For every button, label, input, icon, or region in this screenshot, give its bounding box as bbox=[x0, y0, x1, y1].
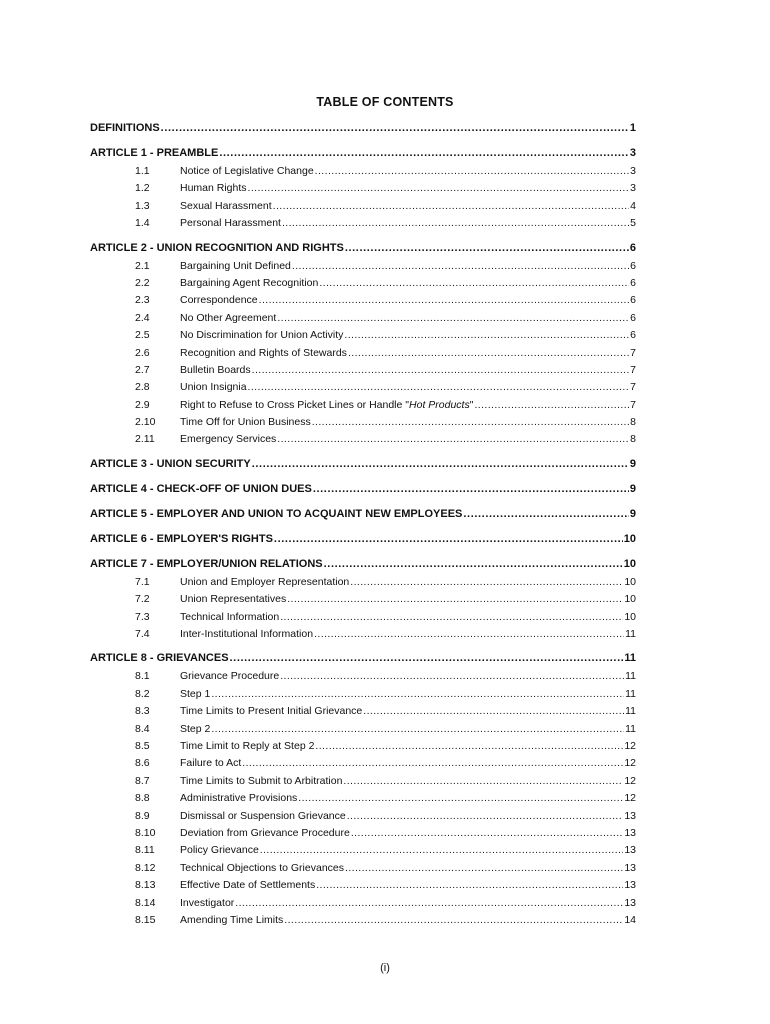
toc-section-entry bbox=[90, 576, 636, 593]
toc-page-number: 3 bbox=[630, 182, 636, 195]
toc-page-number: 6 bbox=[630, 276, 636, 289]
toc-page-number: 10 bbox=[623, 532, 636, 545]
dot-leader bbox=[324, 558, 623, 570]
dot-leader bbox=[277, 312, 629, 324]
toc-entry-label bbox=[180, 757, 241, 769]
toc-entry-label-text: ARTICLE 3 - UNION SECURITY bbox=[90, 457, 251, 470]
dot-leader bbox=[315, 165, 629, 177]
dot-leader bbox=[282, 217, 629, 229]
toc-page-number: 12 bbox=[624, 774, 636, 787]
toc-page-number: 7 bbox=[630, 398, 636, 411]
toc-section-entry bbox=[90, 879, 636, 896]
toc-entry-label-text: Step 2 bbox=[180, 722, 211, 735]
toc-section-entry bbox=[90, 217, 636, 234]
toc-entry-label bbox=[180, 844, 259, 856]
toc-section-number: 8.11 bbox=[135, 844, 155, 857]
toc-section-number: 8.2 bbox=[135, 687, 150, 700]
toc-page-number: 10 bbox=[624, 610, 636, 623]
toc-entry-label-italic: Hot Products bbox=[409, 398, 470, 411]
dot-leader bbox=[351, 827, 623, 839]
dot-leader bbox=[292, 260, 629, 272]
dot-leader bbox=[280, 670, 624, 682]
toc-page-number: 7 bbox=[630, 363, 636, 376]
toc-entry-label bbox=[90, 122, 160, 134]
toc-page-number: 13 bbox=[624, 861, 636, 874]
toc-section-number: 8.14 bbox=[135, 896, 156, 909]
dot-leader bbox=[252, 458, 629, 470]
toc-entry-label bbox=[180, 688, 210, 700]
toc-section-entry bbox=[90, 200, 636, 217]
toc-entry-label bbox=[180, 347, 347, 359]
toc-entry-label-text: Emergency Services bbox=[180, 433, 277, 446]
toc-section-entry bbox=[90, 381, 636, 398]
dot-leader bbox=[284, 914, 623, 926]
toc-entry-label bbox=[180, 399, 473, 411]
toc-section-entry bbox=[90, 364, 636, 381]
toc-section-number: 7.1 bbox=[135, 575, 150, 588]
dot-leader bbox=[260, 844, 624, 856]
toc-article-entry bbox=[90, 147, 636, 165]
dot-leader bbox=[363, 705, 624, 717]
toc-section-number: 2.1 bbox=[135, 259, 150, 272]
dot-leader bbox=[298, 792, 623, 804]
toc-section-number: 2.2 bbox=[135, 276, 150, 289]
toc-entry-label-text: ARTICLE 6 - EMPLOYER'S RIGHTS bbox=[90, 532, 273, 545]
toc-page-number: 6 bbox=[629, 241, 636, 254]
toc-entry-label bbox=[180, 433, 276, 445]
dot-leader bbox=[219, 147, 629, 159]
toc-entry-label bbox=[180, 914, 283, 926]
toc-entry-label bbox=[180, 312, 276, 324]
dot-leader bbox=[343, 775, 623, 787]
toc-entry-label bbox=[180, 740, 314, 752]
toc-entry-label bbox=[180, 670, 279, 682]
toc-entry-label-text: Bulletin Boards bbox=[180, 363, 251, 376]
toc-section-entry bbox=[90, 670, 636, 687]
dot-leader bbox=[316, 879, 623, 891]
toc-article-entry bbox=[90, 652, 636, 670]
toc-entry-label bbox=[180, 381, 247, 393]
toc-entry-label bbox=[180, 593, 286, 605]
toc-page-number: 6 bbox=[630, 294, 636, 307]
toc-section-entry bbox=[90, 757, 636, 774]
toc-entry-label bbox=[90, 483, 312, 495]
toc-page-number: 3 bbox=[630, 165, 636, 177]
toc-page-number: 13 bbox=[624, 896, 636, 909]
toc-entry-label bbox=[180, 165, 314, 177]
toc-section-entry bbox=[90, 827, 636, 844]
dot-leader bbox=[345, 242, 629, 254]
dot-leader bbox=[274, 533, 623, 545]
toc-section-entry bbox=[90, 347, 636, 364]
toc-entry-label-text: Correspondence bbox=[180, 294, 258, 307]
toc-entry-label-text: Personal Harassment bbox=[180, 217, 281, 230]
toc-page-number: 10 bbox=[623, 557, 636, 570]
toc-entry-label bbox=[90, 558, 323, 570]
toc-section-entry bbox=[90, 705, 636, 722]
toc-section-number: 8.10 bbox=[135, 826, 156, 839]
dot-leader bbox=[277, 433, 629, 445]
toc-entry-label bbox=[180, 705, 362, 717]
dot-leader bbox=[273, 200, 630, 212]
toc-section-entry bbox=[90, 593, 636, 610]
dot-leader bbox=[463, 508, 628, 520]
toc-section-number: 1.4 bbox=[135, 217, 150, 230]
toc-section-entry bbox=[90, 628, 636, 645]
toc-entry-label-text: Investigator bbox=[180, 896, 235, 909]
toc-page-number: 13 bbox=[624, 809, 636, 822]
toc-entry-label-text: Notice of Legislative Change bbox=[180, 165, 314, 177]
toc-section-number: 8.7 bbox=[135, 774, 150, 787]
dot-leader bbox=[259, 294, 630, 306]
toc-page-number: 11 bbox=[625, 722, 636, 735]
toc-entry-label-text: ARTICLE 7 - EMPLOYER/UNION RELATIONS bbox=[90, 557, 323, 570]
toc-article-entry bbox=[90, 122, 636, 140]
toc-section-number: 8.13 bbox=[135, 879, 156, 892]
toc-section-entry bbox=[90, 260, 636, 277]
toc-page-number: 8 bbox=[630, 416, 636, 429]
toc-section-number: 8.8 bbox=[135, 792, 150, 805]
toc-page-number: 10 bbox=[624, 575, 636, 588]
toc-section-number: 8.15 bbox=[135, 913, 156, 926]
toc-entry-label-text: Dismissal or Suspension Grievance bbox=[180, 809, 346, 822]
toc-entry-label-text: ARTICLE 2 - UNION RECOGNITION AND RIGHTS bbox=[90, 241, 344, 254]
toc-section-number: 2.7 bbox=[135, 363, 150, 376]
toc-section-entry bbox=[90, 723, 636, 740]
toc-page-number: 6 bbox=[630, 311, 636, 324]
toc-entry-label-text: No Discrimination for Union Activity bbox=[180, 329, 344, 342]
toc-article-entry bbox=[90, 508, 636, 526]
dot-leader bbox=[312, 416, 629, 428]
toc-page-number: 6 bbox=[630, 329, 636, 342]
toc-entry-label-text: ARTICLE 1 - PREAMBLE bbox=[90, 147, 219, 159]
toc-entry-label-text: Inter-Institutional Information bbox=[180, 628, 314, 641]
toc-entry-label bbox=[180, 862, 344, 874]
toc-entry-label bbox=[180, 628, 313, 640]
toc-entry-label bbox=[90, 652, 229, 664]
toc-section-number: 7.3 bbox=[135, 610, 150, 623]
toc-entry-label bbox=[180, 260, 291, 272]
toc-page-number: 13 bbox=[624, 844, 636, 857]
toc-entry-label bbox=[180, 792, 297, 804]
dot-leader bbox=[230, 652, 624, 664]
toc-entry-label-text: Time Off for Union Business bbox=[180, 416, 311, 429]
toc-entry-label bbox=[180, 217, 281, 229]
toc-section-entry bbox=[90, 433, 636, 450]
toc-page-number: 13 bbox=[624, 826, 636, 839]
toc-page-number: 7 bbox=[630, 346, 636, 359]
toc-entry-label-text: Recognition and Rights of Stewards bbox=[180, 346, 347, 359]
toc-page-number: 9 bbox=[629, 482, 636, 495]
dot-leader bbox=[315, 740, 623, 752]
toc-page-number: 12 bbox=[624, 757, 636, 770]
toc-entry-label bbox=[180, 416, 311, 428]
toc-entry-label-text: Effective Date of Settlements bbox=[180, 879, 316, 892]
toc-entry-label-text: Time Limit to Reply at Step 2 bbox=[180, 739, 315, 752]
toc-article-entry bbox=[90, 533, 636, 551]
toc-entry-label-text: ARTICLE 5 - EMPLOYER AND UNION TO ACQUAINT NEW EMPLOYEES bbox=[90, 507, 463, 520]
toc-page-number: 12 bbox=[624, 739, 636, 752]
toc-entry-label bbox=[180, 827, 350, 839]
dot-leader bbox=[280, 611, 623, 623]
toc-entry-label bbox=[180, 775, 342, 787]
toc-section-entry bbox=[90, 611, 636, 628]
toc-entry-label bbox=[180, 611, 279, 623]
toc-section-entry bbox=[90, 810, 636, 827]
toc-section-number: 8.1 bbox=[135, 670, 150, 683]
dot-leader bbox=[347, 810, 624, 822]
toc-page-number: 11 bbox=[625, 628, 636, 641]
toc-section-entry bbox=[90, 844, 636, 861]
toc-section-number: 7.4 bbox=[135, 628, 150, 641]
toc-section-entry bbox=[90, 182, 636, 199]
toc-section-number: 2.10 bbox=[135, 416, 156, 429]
toc-article-entry bbox=[90, 558, 636, 576]
toc-section-number: 2.6 bbox=[135, 346, 150, 359]
toc-page-number: 12 bbox=[624, 792, 636, 805]
toc-page-number: 11 bbox=[625, 670, 636, 683]
toc-section-number: 8.9 bbox=[135, 809, 150, 822]
toc-section-entry bbox=[90, 399, 636, 416]
toc-page-number: 9 bbox=[629, 507, 636, 520]
toc-article-entry bbox=[90, 483, 636, 501]
toc-page-number: 11 bbox=[624, 652, 636, 665]
toc-section-number: 8.6 bbox=[135, 757, 150, 770]
toc-entry-label-text: ARTICLE 4 - CHECK-OFF OF UNION DUES bbox=[90, 482, 312, 495]
toc-page-number: 6 bbox=[630, 259, 636, 272]
toc-section-entry bbox=[90, 897, 636, 914]
toc-entry-label bbox=[180, 277, 318, 289]
dot-leader bbox=[287, 593, 623, 605]
toc-page-number: 4 bbox=[630, 199, 636, 212]
toc-section-number: 1.3 bbox=[135, 199, 150, 212]
toc-entry-label bbox=[90, 508, 462, 520]
toc-entry-label-text: Administrative Provisions bbox=[180, 792, 298, 805]
toc-entry-label-text: Sexual Harassment bbox=[180, 199, 272, 212]
toc-section-entry bbox=[90, 914, 636, 931]
page-number: (i) bbox=[380, 962, 390, 974]
toc-page-number: 14 bbox=[624, 913, 636, 926]
toc-section-entry bbox=[90, 277, 636, 294]
toc-entry-label bbox=[180, 879, 315, 891]
toc-section-number: 2.3 bbox=[135, 294, 150, 307]
toc-section-entry bbox=[90, 775, 636, 792]
dot-leader bbox=[344, 329, 629, 341]
dot-leader bbox=[235, 897, 623, 909]
toc-entry-label bbox=[180, 182, 247, 194]
toc-entry-label-text: Grievance Procedure bbox=[180, 670, 280, 683]
toc-entry-label bbox=[90, 242, 344, 254]
toc-entry-label-text: Step 1 bbox=[180, 687, 211, 700]
toc-section-entry bbox=[90, 165, 636, 182]
toc-entry-label bbox=[90, 458, 251, 470]
toc-entry-label-text: Union Representatives bbox=[180, 593, 287, 606]
toc-page-number: 10 bbox=[624, 593, 636, 606]
toc-entry-label-text: Failure to Act bbox=[180, 757, 242, 770]
toc-page-number: 11 bbox=[625, 687, 636, 700]
toc-page-number: 13 bbox=[624, 879, 636, 892]
toc-entry-label-text: Union Insignia bbox=[180, 381, 247, 394]
page-title: TABLE OF CONTENTS bbox=[316, 95, 454, 109]
dot-leader bbox=[313, 483, 629, 495]
toc-entry-label bbox=[90, 533, 273, 545]
toc-entry-label-text: Time Limits to Present Initial Grievance bbox=[180, 705, 363, 718]
toc-section-entry bbox=[90, 294, 636, 311]
toc-entry-label-text: No Other Agreement bbox=[180, 311, 277, 324]
dot-leader bbox=[350, 576, 623, 588]
table-of-contents bbox=[90, 122, 636, 931]
toc-section-number: 2.8 bbox=[135, 381, 150, 394]
toc-entry-label bbox=[180, 364, 251, 376]
toc-entry-label-text: Time Limits to Submit to Arbitration bbox=[180, 774, 343, 787]
toc-entry-label bbox=[180, 576, 349, 588]
toc-section-entry bbox=[90, 792, 636, 809]
toc-section-number: 2.11 bbox=[135, 433, 155, 446]
toc-entry-label bbox=[180, 200, 272, 212]
toc-page-number: 7 bbox=[630, 381, 636, 394]
toc-section-number: 7.2 bbox=[135, 593, 150, 606]
toc-section-number: 1.2 bbox=[135, 182, 150, 195]
toc-entry-label-text: Technical Information bbox=[180, 610, 280, 623]
toc-section-entry bbox=[90, 862, 636, 879]
toc-page-number: 1 bbox=[629, 122, 636, 134]
toc-entry-label-text: Bargaining Unit Defined bbox=[180, 259, 291, 272]
toc-section-number: 8.3 bbox=[135, 705, 150, 718]
dot-leader bbox=[348, 347, 629, 359]
dot-leader bbox=[242, 757, 623, 769]
dot-leader bbox=[248, 182, 630, 194]
toc-entry-label-text: Bargaining Agent Recognition bbox=[180, 276, 319, 289]
toc-entry-label-text: Human Rights bbox=[180, 182, 247, 195]
toc-entry-label bbox=[180, 329, 343, 341]
toc-section-number: 1.1 bbox=[135, 165, 150, 177]
toc-entry-label-text: DEFINITIONS bbox=[90, 122, 160, 134]
toc-entry-label-text: Union and Employer Representation bbox=[180, 575, 350, 588]
toc-entry-label-text: ARTICLE 8 - GRIEVANCES bbox=[90, 652, 229, 665]
toc-section-number: 2.4 bbox=[135, 311, 150, 324]
toc-entry-label-suffix: " bbox=[469, 398, 474, 411]
toc-section-entry bbox=[90, 740, 636, 757]
dot-leader bbox=[345, 862, 623, 874]
dot-leader bbox=[211, 688, 624, 700]
toc-entry-label bbox=[180, 723, 210, 735]
toc-section-number: 8.5 bbox=[135, 739, 150, 752]
toc-page-number: 5 bbox=[630, 217, 636, 230]
toc-article-entry bbox=[90, 458, 636, 476]
toc-entry-label bbox=[180, 897, 234, 909]
dot-leader bbox=[319, 277, 629, 289]
dot-leader bbox=[314, 628, 624, 640]
toc-entry-label bbox=[180, 294, 258, 306]
toc-entry-label-text: Amending Time Limits bbox=[180, 913, 284, 926]
toc-section-entry bbox=[90, 312, 636, 329]
toc-article-entry bbox=[90, 242, 636, 260]
toc-entry-label bbox=[90, 147, 218, 159]
toc-section-number: 2.5 bbox=[135, 329, 150, 342]
toc-entry-label-text: Right to Refuse to Cross Picket Lines or Handle " bbox=[180, 398, 410, 411]
toc-section-entry bbox=[90, 329, 636, 346]
toc-entry-label-text: Technical Objections to Grievances bbox=[180, 861, 344, 874]
dot-leader bbox=[248, 381, 630, 393]
toc-section-number: 8.4 bbox=[135, 722, 150, 735]
toc-section-number: 8.12 bbox=[135, 861, 156, 874]
toc-page-number: 11 bbox=[625, 705, 636, 718]
dot-leader bbox=[252, 364, 630, 376]
toc-entry-label-text: Policy Grievance bbox=[180, 844, 259, 857]
toc-page-number: 8 bbox=[630, 433, 636, 446]
toc-entry-label bbox=[180, 810, 346, 822]
dot-leader bbox=[474, 399, 629, 411]
toc-section-entry bbox=[90, 688, 636, 705]
toc-page-number: 3 bbox=[629, 147, 636, 159]
toc-page-number: 9 bbox=[629, 457, 636, 470]
dot-leader bbox=[161, 122, 629, 134]
toc-section-number: 2.9 bbox=[135, 398, 150, 411]
toc-section-entry bbox=[90, 416, 636, 433]
dot-leader bbox=[211, 723, 624, 735]
toc-entry-label-text: Deviation from Grievance Procedure bbox=[180, 826, 350, 839]
